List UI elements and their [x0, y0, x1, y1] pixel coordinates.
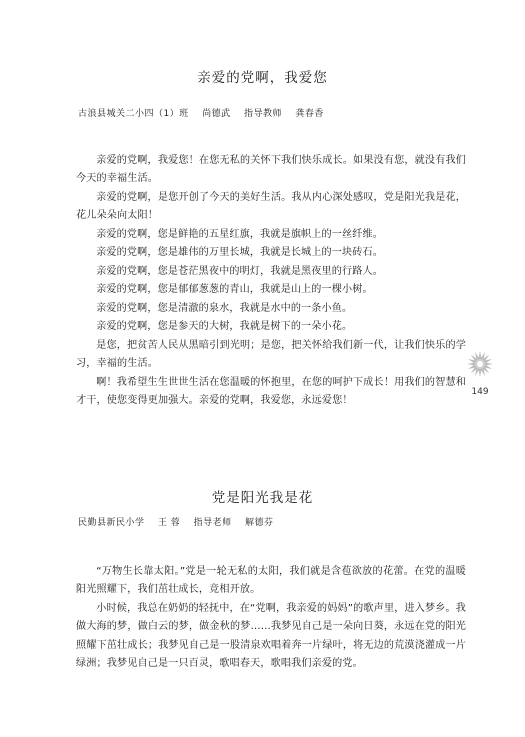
article1-advisor-label: 指导教师 [244, 109, 283, 119]
page-number: 149 [471, 387, 489, 397]
article2-paragraph: “万物生长靠太阳。”党是一轮无私的太阳，我们就是含苞欲放的花蕾。在党的温暖阳光照耀下，我们茁壮成长，竞相开放。 [76, 566, 466, 596]
sunburst-ornament-icon [466, 350, 494, 378]
article2-byline [78, 515, 498, 528]
article2-author: 王 蓉 [157, 518, 181, 528]
article1-paragraph: 亲爱的党啊，您是参天的大树，我就是树下的一朵小花。 [96, 321, 353, 332]
article1-paragraph: 亲爱的党啊，您是苍茫黑夜中的明灯，我就是黑夜里的行路人。 [96, 266, 384, 277]
article2-school-class: 民勤县新民小学 [78, 518, 145, 528]
article1-school-class: 古浪县城关二小四（1）班 [78, 109, 189, 119]
article1-paragraph: 亲爱的党啊，我爱您！在您无私的关怀下我们快乐成长。如果没有您，就没有我们今天的幸福生活。 [76, 155, 466, 185]
article1-paragraph: 啊！我希望生生世世生活在您温暖的怀抱里，在您的呵护下成长！用我们的智慧和才干，使您变得更加强大。亲爱的党啊，我爱您，永远爱您！ [76, 377, 466, 407]
article2-title: 党是阳光我是花 [211, 490, 314, 506]
article1-paragraph: 亲爱的党啊，是您开创了今天的美好生活。我从内心深处感叹，党是阳光我是花，花儿朵朵向太阳！ [76, 192, 466, 222]
article2-advisor: 解德芬 [245, 518, 274, 528]
article1-paragraph: 亲爱的党啊，您是郁郁葱葱的青山，我就是山上的一棵小树。 [96, 284, 373, 295]
article1-paragraph: 亲爱的党啊，您是清澈的泉水，我就是水中的一条小鱼。 [96, 303, 353, 314]
article1-paragraph: 亲爱的党啊，您是雄伟的万里长城，我就是长城上的一块砖石。 [96, 247, 384, 258]
article1-paragraph: 是您，把贫苦人民从黑暗引到光明；是您，把关怀给我们新一代，让我们快乐的学习，幸福的生活。 [76, 340, 466, 370]
article1-author: 尚德武 [202, 109, 231, 119]
article1-advisor: 龚春香 [295, 109, 324, 119]
article2-paragraph: 小时候，我总在奶奶的轻抚中，在“党啊，我亲爱的妈妈”的歌声里，进入梦乡。我做大海的梦，做白云的梦，做金秋的梦……我梦见自己是一朵向日葵，永远在党的阳光照耀下茁壮成长；我梦见自己是一股清泉欢唱着奔一片绿叶，将无边的荒漠浇灌成一片绿洲；我梦见自己是一只百灵，歌唱春天，歌唱我们亲爱的党。 [76, 603, 466, 670]
article1-title: 亲爱的党啊，我爱您 [197, 70, 328, 86]
article1-paragraph: 亲爱的党啊，您是鲜艳的五星红旗，我就是旗帜上的一丝纤维。 [96, 229, 384, 240]
article1-byline [78, 106, 498, 119]
article2-advisor-label: 指导老师 [193, 518, 232, 528]
page-number-block [463, 350, 497, 410]
